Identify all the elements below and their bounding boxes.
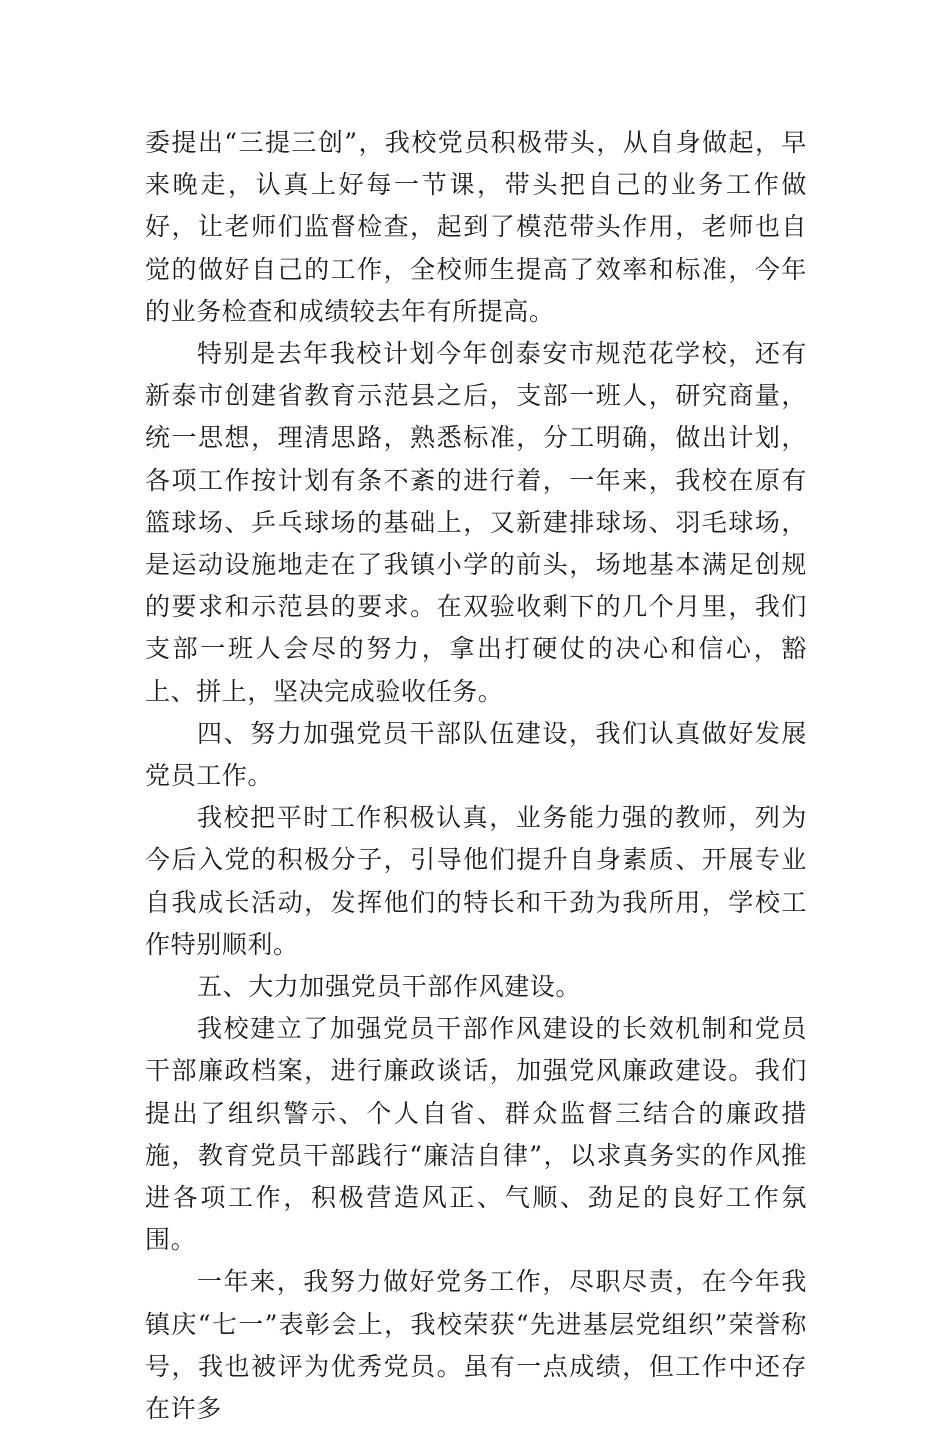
paragraph-6: 我校建立了加强党员干部作风建设的长效机制和党员干部廉政档案，进行廉政谈话，加强党风廉政建设。我们提出了组织警示、个人自省、群众监督三结合的廉政措施，教育党员干部践行“廉洁自律”，以求真务实的作风推进各项工作，积极营造风正、气顺、劲足的良好工作氛围。 (145, 1014, 807, 1255)
paragraph-4: 我校把平时工作积极认真，业务能力强的教师，列为今后入党的积极分子，引导他们提升自身素质、开展专业自我成长活动，发挥他们的特长和干劲为我所用，学校工作特别顺利。 (145, 803, 807, 959)
paragraph-1: 委提出“三提三创”，我校党员积极带头，从自身做起，早来晚走，认真上好每一节课，带头把自己的业务工作做好，让老师们监督检查，起到了模范带头作用，老师也自觉的做好自己的工作，全校师生提高了效率和标准，今年的业务检查和成绩较去年有所提高。 (145, 128, 807, 326)
paragraph-7: 一年来，我努力做好党务工作，尽职尽责，在今年我镇庆“七一”表彰会上，我校荣获“先进基层党组织”荣誉称号，我也被评为优秀党员。虽有一点成绩，但工作中还存在许多 (145, 1267, 807, 1424)
paragraph-3-heading-4: 四、努力加强党员干部队伍建设，我们认真做好发展党员工作。 (145, 718, 807, 791)
document-body (145, 122, 807, 1430)
paragraph-5-heading-5: 五、大力加强党员干部作风建设。 (197, 972, 582, 1002)
paragraph-2: 特别是去年我校计划今年创泰安市规范花学校，还有新泰市创建省教育示范县之后，支部一班人，研究商量，统一思想，理清思路，熟悉标准，分工明确，做出计划，各项工作按计划有条不紊的进行着，一年来，我校在原有篮球场、乒乓球场的基础上，又新建排球场、羽毛球场，是运动设施地走在了我镇小学的前头，场地基本满足创规的要求和示范县的要求。在双验收剩下的几个月里，我们支部一班人会尽的努力，拿出打硬仗的决心和信心，豁上、拼上，坚决完成验收任务。 (145, 339, 807, 706)
